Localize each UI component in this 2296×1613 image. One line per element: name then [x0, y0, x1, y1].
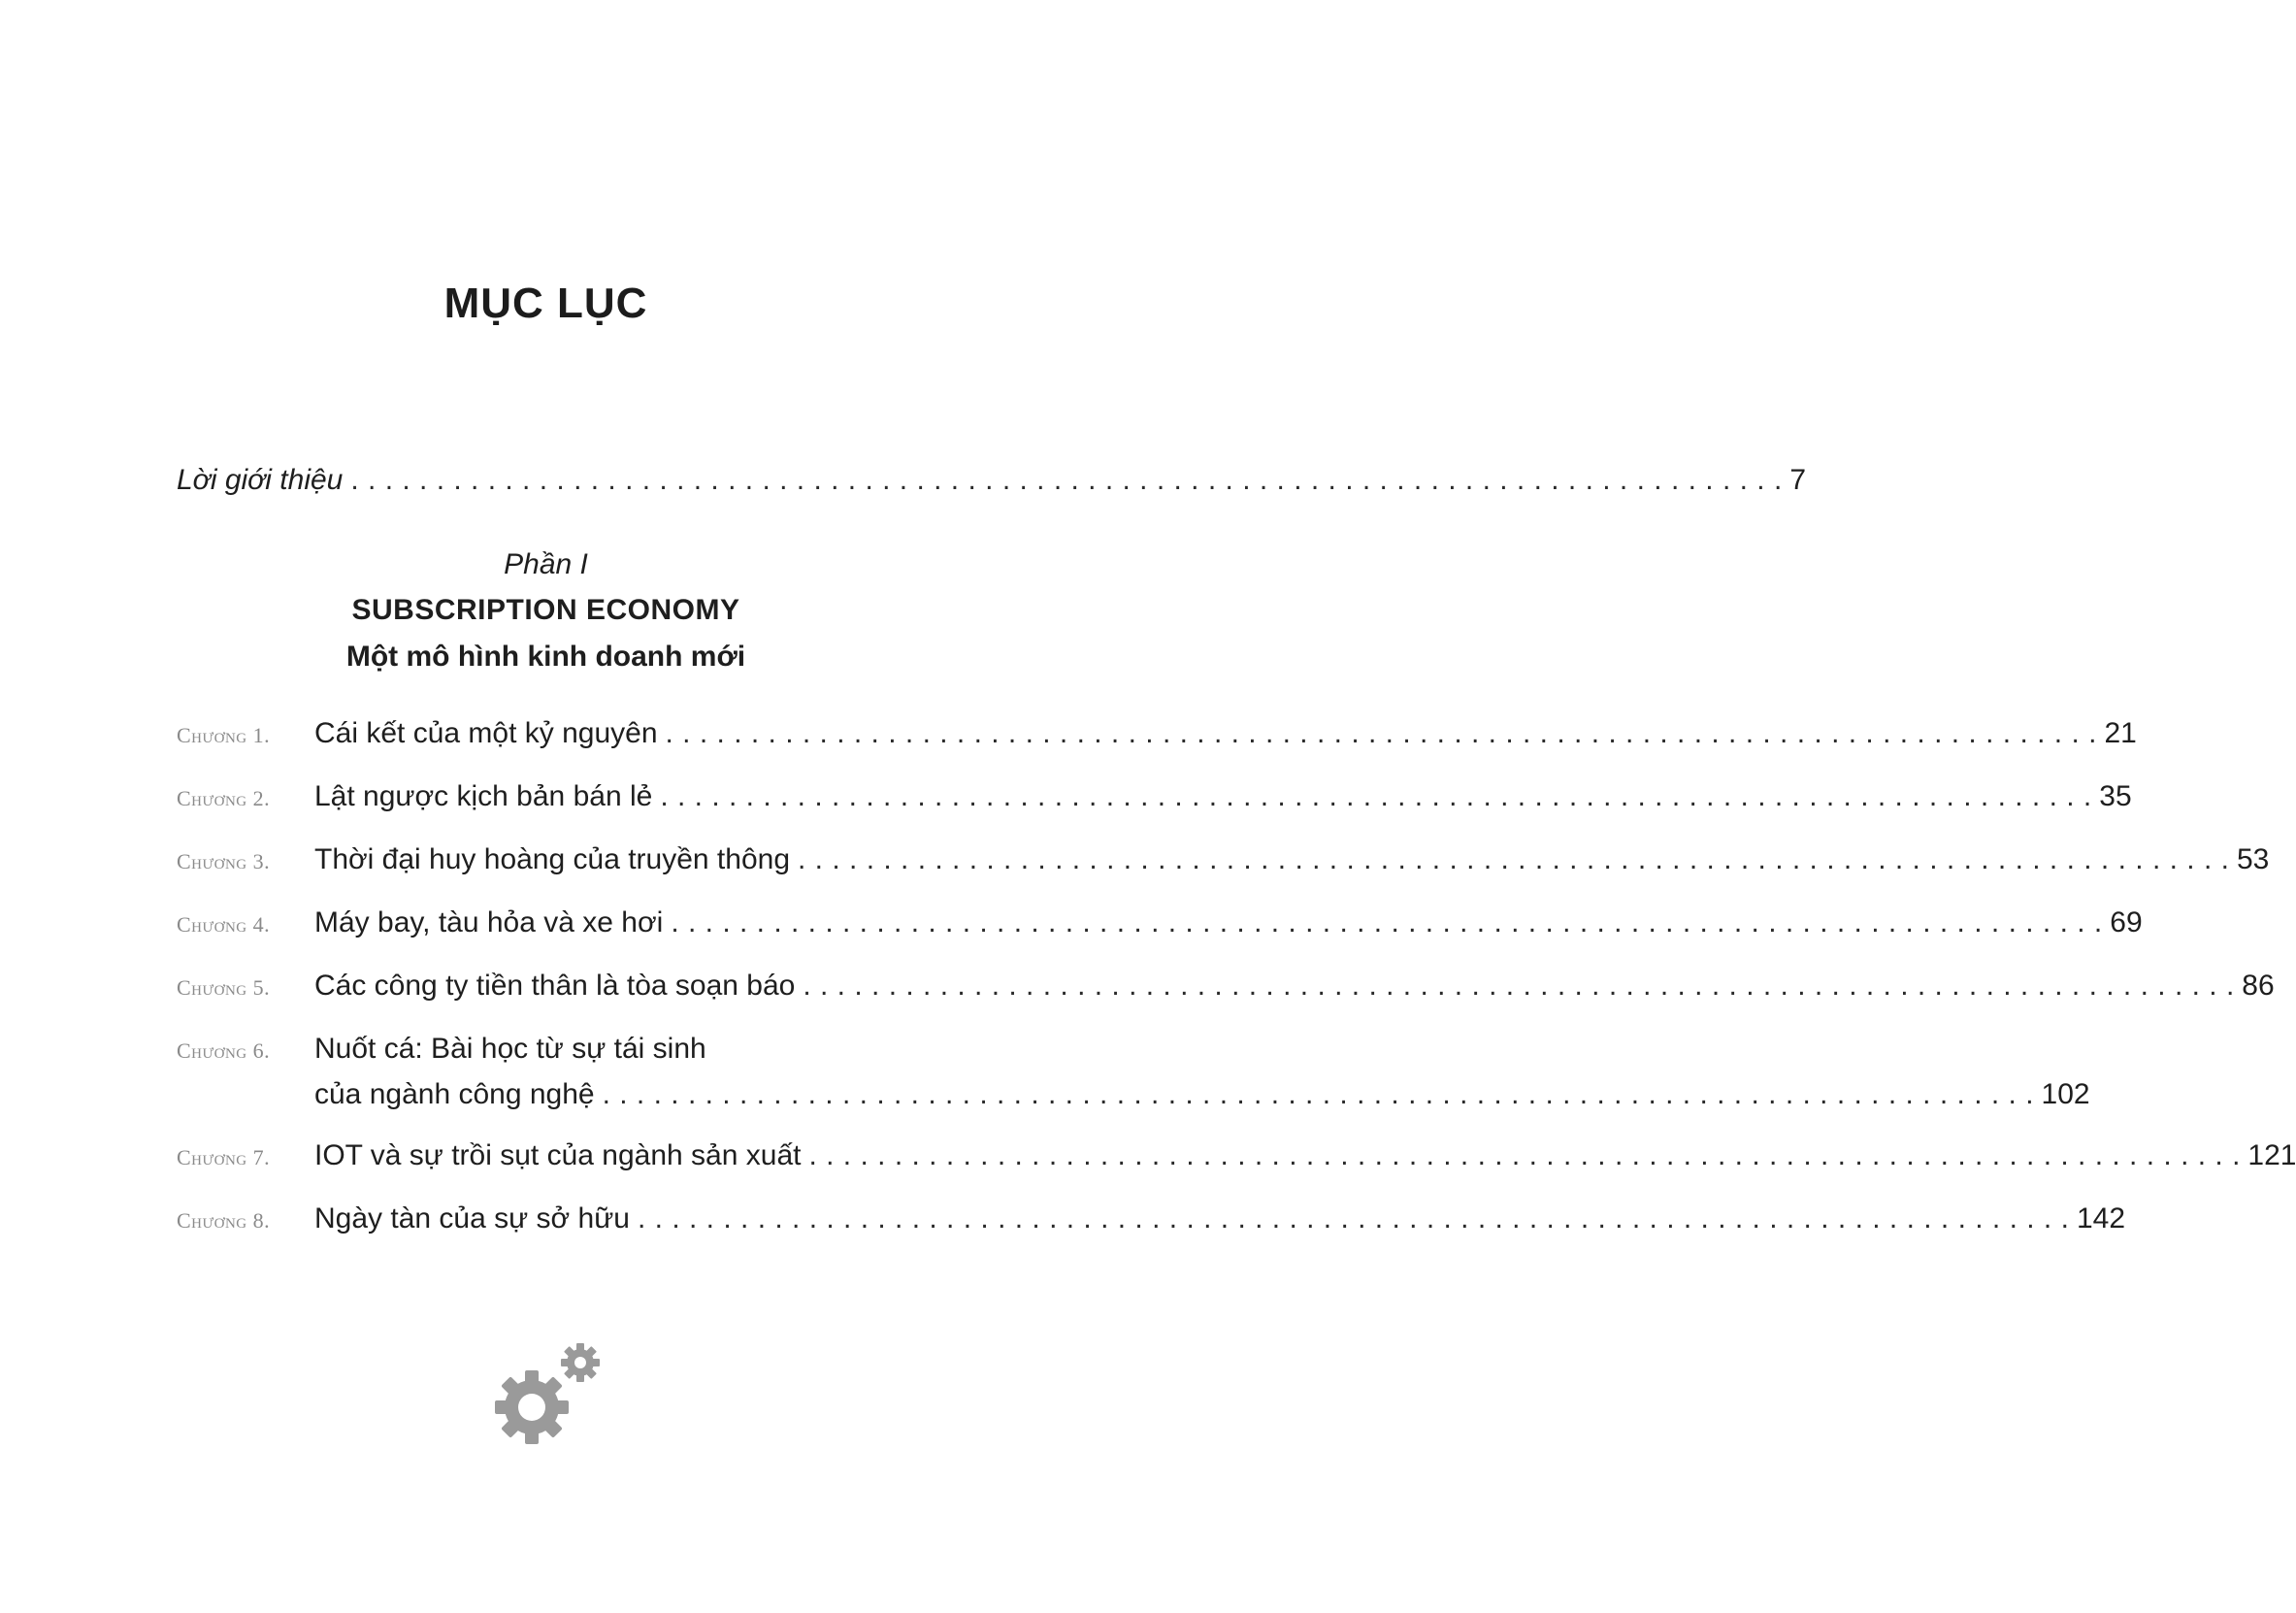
- toc-entry-chapter-1[interactable]: [177, 716, 2137, 752]
- toc-entry-title: Lời giới thiệu: [177, 464, 344, 496]
- toc-entry-chapter-5[interactable]: [177, 969, 2275, 1004]
- part-subheading: Một mô hình kinh doanh mới: [345, 641, 746, 673]
- dot-leader: [666, 716, 2097, 750]
- chapter-page: 35: [2099, 780, 2132, 812]
- dot-leader: [638, 1202, 2069, 1235]
- chapter-title-line-1: Nuốt cá: Bài học từ sự tái sinh: [314, 1033, 706, 1065]
- chapter-label: Chương 2.: [177, 786, 271, 810]
- chapter-title: Thời đại huy hoàng của truyền thông: [314, 843, 791, 875]
- toc-entry-chapter-8[interactable]: [177, 1202, 2126, 1237]
- chapter-page: 102: [2041, 1078, 2090, 1110]
- chapter-page: 86: [2242, 970, 2275, 1002]
- chapter-label: Chương 4.: [177, 912, 271, 937]
- toc-entry-chapter-4[interactable]: [177, 905, 2143, 941]
- chapter-page: 53: [2236, 843, 2270, 875]
- chapter-title: Ngày tàn của sự sở hữu: [314, 1202, 630, 1234]
- dot-leader: [660, 779, 2091, 813]
- dot-leader: [803, 969, 2234, 1003]
- chapter-title: Máy bay, tàu hỏa và xe hơi: [314, 906, 664, 938]
- chapter-page: 21: [2104, 717, 2137, 749]
- chapter-label: Chương 1.: [177, 723, 271, 747]
- toc-entry-chapter-3[interactable]: [177, 842, 2270, 878]
- page-title: MỤC LỤC: [443, 280, 648, 327]
- toc-entry-chapter-2[interactable]: [177, 779, 2132, 815]
- dot-leader: [808, 1138, 2240, 1172]
- chapter-title: Các công ty tiền thân là tòa soạn báo: [314, 970, 796, 1002]
- chapter-title: Lật ngược kịch bản bán lẻ: [314, 780, 653, 812]
- chapter-title: của ngành công nghệ: [314, 1078, 595, 1110]
- chapter-title: Cái kết của một kỷ nguyên: [314, 717, 658, 749]
- dot-leader: [603, 1077, 2034, 1111]
- chapter-title: IOT và sự trồi sụt của ngành sản xuất: [314, 1139, 802, 1171]
- chapter-label: Chương 7.: [177, 1145, 271, 1169]
- part-label: Phần I: [504, 548, 588, 580]
- toc-entry-chapter-6[interactable]: [177, 1032, 2090, 1111]
- dot-leader: [350, 464, 1782, 497]
- chapter-page: 121: [2247, 1139, 2296, 1171]
- toc-entry-page: 7: [1789, 464, 1806, 496]
- toc-entry-intro[interactable]: [177, 464, 1806, 497]
- dot-leader: [671, 905, 2102, 939]
- chapter-label: Chương 3.: [177, 849, 271, 873]
- chapter-label: Chương 5.: [177, 975, 271, 1000]
- toc-entry-chapter-7[interactable]: [177, 1138, 2296, 1174]
- chapter-list: [177, 716, 2296, 1265]
- chapter-page: 69: [2110, 906, 2143, 938]
- part-heading: SUBSCRIPTION ECONOMY: [351, 594, 740, 626]
- chapter-label: Chương 8.: [177, 1208, 271, 1233]
- dot-leader: [798, 842, 2229, 876]
- chapter-page: 142: [2076, 1202, 2126, 1234]
- chapter-label: Chương 6.: [177, 1038, 271, 1063]
- gears-icon: [493, 1341, 605, 1446]
